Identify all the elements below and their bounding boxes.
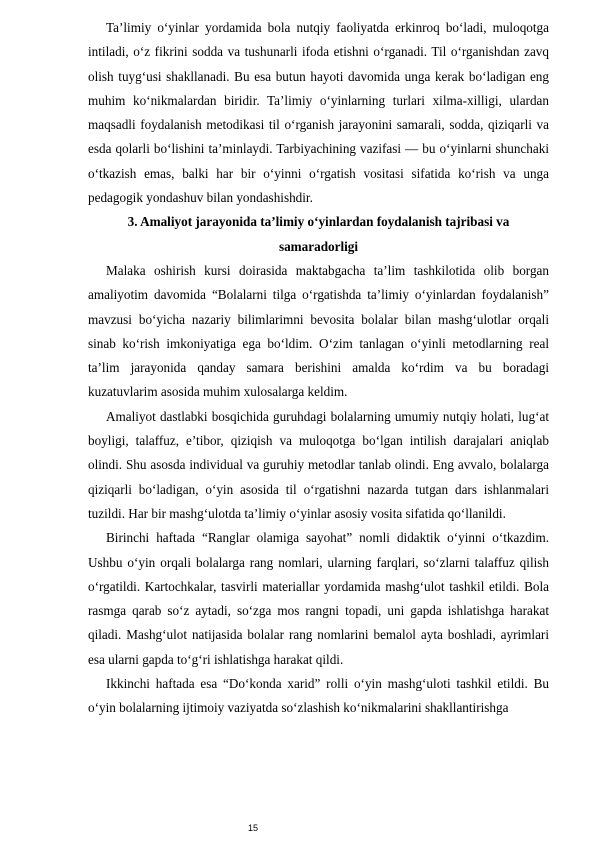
page-number: 15 (248, 823, 259, 833)
document-page (88, 16, 549, 721)
body-paragraph: Malaka oshirish kursi doirasida maktabgacha ta’lim tashkilotida olib borgan amaliyotim davomida “Bolalarni tilga o‘rgatishda ta’limiy o‘yinlardan foydalanish” mavzusi bo‘yicha nazariy bilimlarimni bevosita bolalar bilan mashg‘ulotlar orqali sinab ko‘rish imkoniyatiga ega bo‘ldim. O‘zim tanlagan o‘yinli metodlarning real ta’lim jarayonida qanday samara berishini amalda ko‘rdim va bu boradagi kuzatuvlarim asosida muhim xulosalarga keldim. (88, 262, 549, 400)
body-paragraph: Ta’limiy o‘yinlar yordamida bola nutqiy faoliyatda erkinroq bo‘ladi, muloqotga intiladi, o‘z fikrini sodda va tushunarli ifoda etishni o‘rganadi. Til o‘rganishdan zavq olish tuyg‘usi shakllanadi. Bu esa butun hayoti davomida unga kerak bo‘ladigan eng muhim ko‘nikmalardan biridir. Ta’limiy o‘yinlarning turlari xilma-xilligi, ulardan maqsadli foydalanish metodikasi til o‘rganish jarayonini samarali, sodda, qiziqarli va esda qolarli bo‘lishini ta’minlaydi. Tarbiyachining vazifasi — bu o‘yinlarni shunchaki o‘tkazish emas, balki har bir o‘yinni o‘rgatish vositasi sifatida ko‘rish va unga pedagogik yondashuv bilan yondashishdir. (88, 20, 549, 206)
body-paragraph: Ikkinchi haftada esa “Do‘konda xarid” rolli o‘yin mashg‘uloti tashkil etildi. Bu o‘yin bolalarning ijtimoiy vaziyatda so‘zlashish ko‘nikmalarini shakllantirishga (88, 676, 549, 716)
section-heading: 3. Amaliyot jarayonida ta’limiy o‘yinlardan foydalanish tajribasi va samaradorligi (127, 214, 510, 254)
body-paragraph: Amaliyot dastlabki bosqichida guruhdagi bolalarning umumiy nutqiy holati, lug‘at boyligi, talaffuz, e’tibor, qiziqish va muloqotga bo‘lgan intilish darajalari aniqlab olindi. Shu asosda individual va guruhiy metodlar tanlab olindi. Eng avvalo, bolalarga qiziqarli bo‘ladigan, o‘yin asosida til o‘rgatishni nazarda tutgan dars ishlanmalari tuzildi. Har bir mashg‘ulotda ta’limiy o‘yinlar asosiy vosita sifatida qo‘llanildi. (88, 408, 549, 521)
body-paragraph: Birinchi haftada “Ranglar olamiga sayohat” nomli didaktik o‘yinni o‘tkazdim. Ushbu o‘yin orqali bolalarga rang nomlari, ularning farqlari, so‘zlarni talaffuz qilish o‘rgatildi. Kartochkalar, tasvirli materiallar yordamida mashg‘ulot tashkil etildi. Bola rasmga qarab so‘z aytadi, so‘zga mos rangni topadi, uni gapda ishlatishga harakat qiladi. Mashg‘ulot natijasida bolalar rang nomlarini bemalol ayta boshladi, ayrimlari esa ularni gapda to‘g‘ri ishlatishga harakat qildi. (88, 530, 549, 667)
